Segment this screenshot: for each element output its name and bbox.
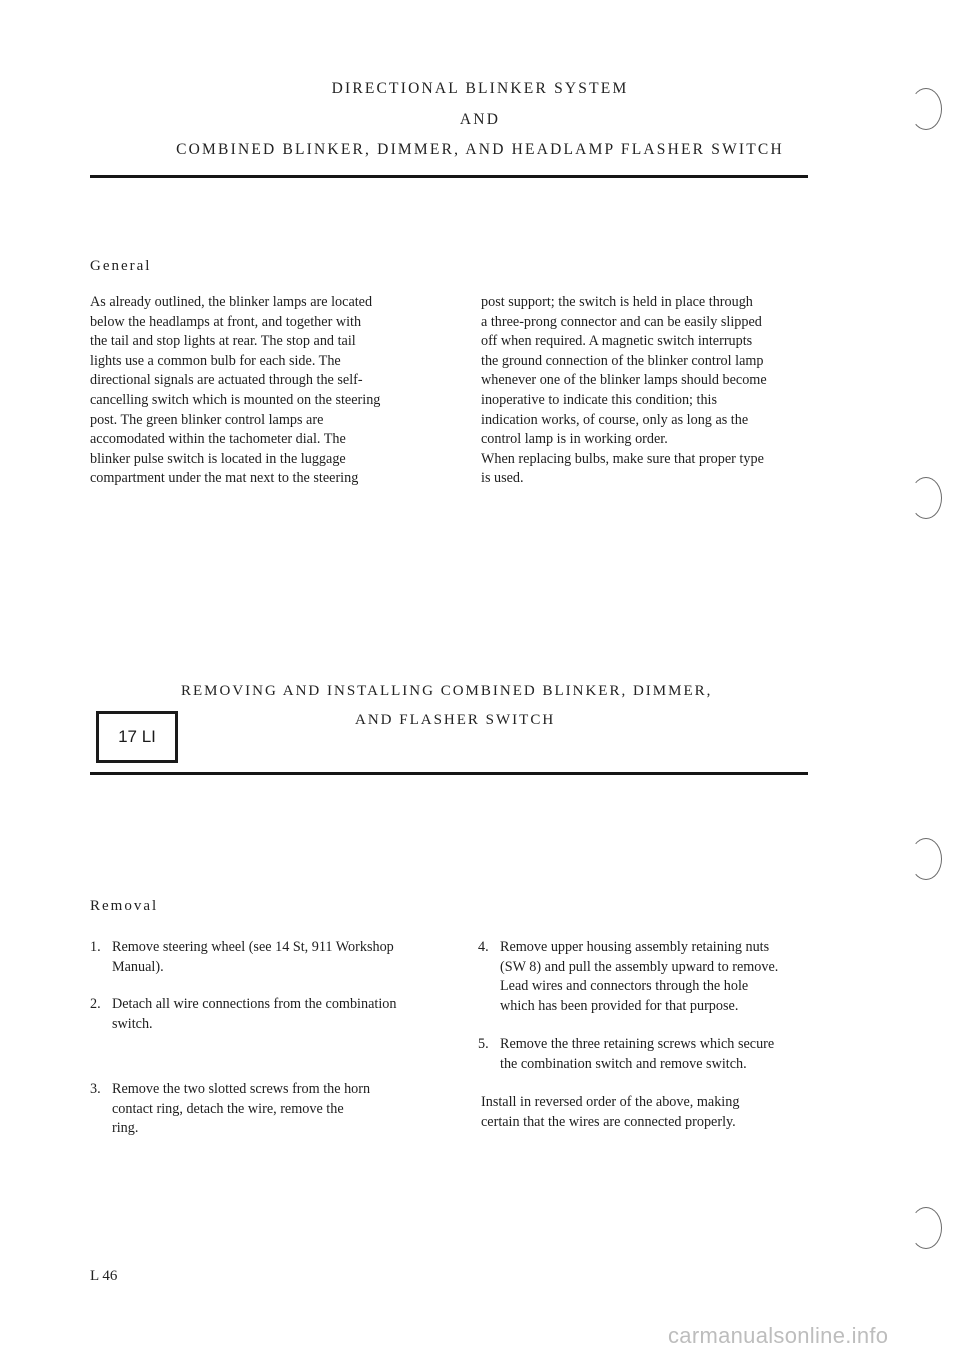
section-title-line-2: AND FLASHER SWITCH [355,712,556,728]
text-line: is used. [481,470,524,487]
text-line: the tail and stop lights at rear. The stop and tail [90,333,356,350]
text-line: post. The green blinker control lamps are [90,411,324,428]
text-line: contact ring, detach the wire, remove the [112,1100,344,1117]
text-line: the combination switch and remove switch. [500,1055,747,1072]
text-line: blinker pulse switch is located in the luggage [90,450,346,467]
text-line: cancelling switch which is mounted on the steering [90,391,381,408]
text-line: indication works, of course, only as long as the [481,411,749,428]
text-line: a three-prong connector and can be easily slipped [481,313,762,330]
section-rule [90,772,808,775]
section-title-line-1: REMOVING AND INSTALLING COMBINED BLINKER, DIMMER, [181,683,713,699]
page-title-line-1: DIRECTIONAL BLINKER SYSTEM [331,80,629,97]
text-line: As already outlined, the blinker lamps are located [90,294,373,310]
removal-step [90,938,460,977]
text-line: Install in reversed order of the above, making [481,1094,740,1110]
binder-hole [910,88,942,130]
install-note [481,1093,853,1132]
step-number: 2. [90,996,101,1012]
step-number: 4. [478,939,489,955]
text-line: control lamp is in working order. [481,431,668,448]
text-line: Remove the two slotted screws from the horn [112,1081,371,1097]
step-number: 3. [90,1081,101,1097]
watermark: carmanualsonline.info [668,1323,889,1348]
removal-step [90,1080,460,1139]
general-right-column [481,293,841,489]
text-line: certain that the wires are connected properly. [481,1113,736,1130]
page-title-line-2: AND [459,111,501,128]
binder-hole [910,838,942,880]
header-rule [90,175,808,178]
page-number: L 46 [90,1268,118,1284]
text-line: Manual). [112,958,164,975]
general-heading: General [90,258,152,274]
text-line: lights use a common bulb for each side. The [90,352,341,369]
removal-step [478,938,850,1016]
text-line: Lead wires and connectors through the hole [500,978,749,995]
step-number: 5. [478,1036,489,1052]
general-left-column [90,293,450,489]
text-line: directional signals are actuated through the self- [90,372,363,389]
removal-step [478,1035,850,1074]
removal-heading: Removal [90,898,159,914]
section-tag: 17 LI [96,711,178,763]
text-line: Detach all wire connections from the combination [112,996,397,1012]
removal-step [90,995,460,1034]
text-line: post support; the switch is held in place through [481,294,753,310]
text-line: (SW 8) and pull the assembly upward to remove. [500,958,779,975]
text-line: which has been provided for that purpose. [500,997,739,1014]
text-line: off when required. A magnetic switch interrupts [481,333,753,350]
text-line: the ground connection of the blinker control lamp [481,352,764,369]
page-title-line-3: COMBINED BLINKER, DIMMER, AND HEADLAMP FLASHER SWITCH [176,141,784,158]
binder-hole [910,1207,942,1249]
text-line: accomodated within the tachometer dial. The [90,431,346,448]
text-line: below the headlamps at front, and together with [90,313,362,330]
text-line: Remove the three retaining screws which secure [500,1036,775,1052]
binder-hole [910,477,942,519]
text-line: whenever one of the blinker lamps should become [481,372,767,389]
text-line: compartment under the mat next to the steering [90,470,359,487]
text-line: ring. [112,1120,139,1137]
step-number: 1. [90,939,101,955]
text-line: inoperative to indicate this condition; this [481,391,718,408]
text-line: Remove upper housing assembly retaining nuts [500,939,770,955]
text-line: When replacing bulbs, make sure that proper type [481,450,764,467]
text-line: switch. [112,1015,153,1032]
text-line: Remove steering wheel (see 14 St, 911 Workshop [112,939,394,955]
